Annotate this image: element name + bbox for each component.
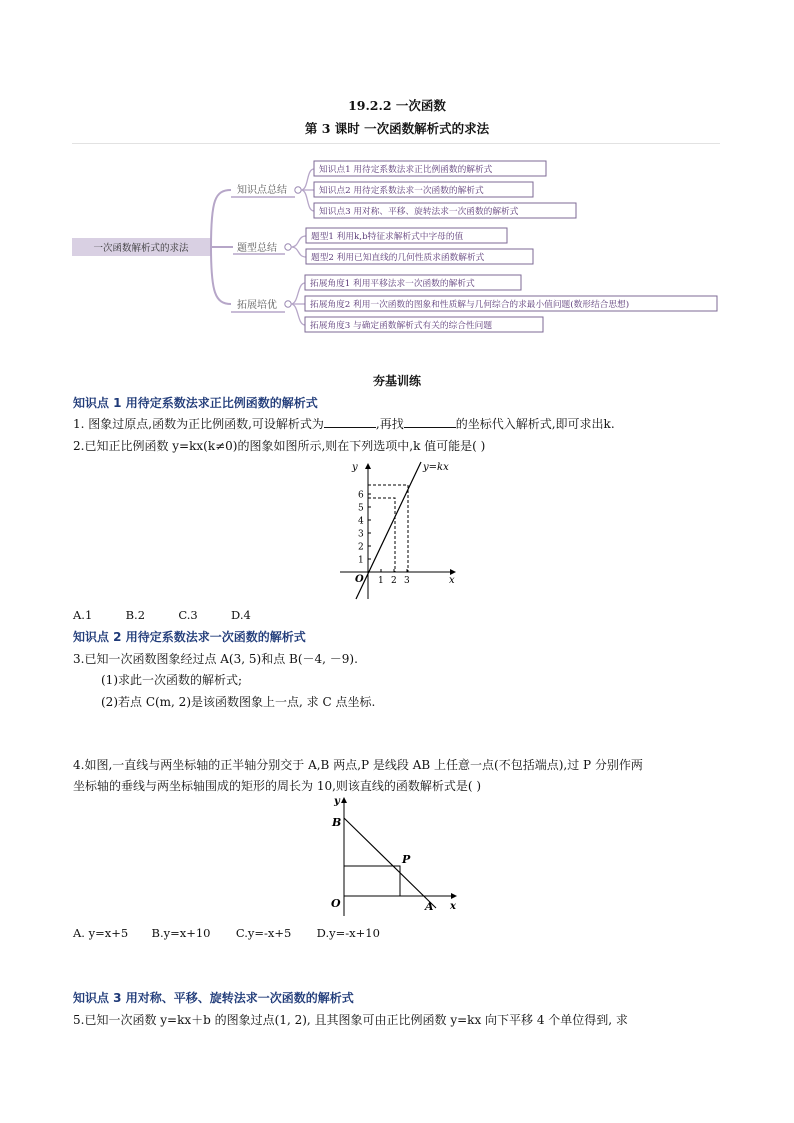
answer-blank[interactable]	[404, 416, 456, 428]
question-1	[73, 415, 615, 432]
mindmap-connector	[211, 190, 231, 247]
question-2-options	[73, 608, 251, 622]
question-text: 的坐标代入解析式,即可求出k.	[455, 417, 615, 431]
origin-label: O	[355, 574, 364, 585]
mindmap-connector	[291, 247, 306, 257]
option-a[interactable]: A.1	[73, 608, 93, 622]
page-subtitle: 第 3 课时 一次函数解析式的求法	[304, 121, 490, 136]
x-tick-label: 2	[391, 576, 397, 586]
mindmap-connector	[291, 283, 305, 304]
mindmap-connector	[291, 304, 305, 325]
option-b[interactable]: B.y=x+10	[151, 926, 211, 940]
option-b[interactable]: B.2	[125, 608, 146, 622]
section-title: 夯基训练	[372, 374, 421, 388]
knowledge-point-heading: 知识点 3 用对称、平移、旋转法求一次函数的解析式	[73, 991, 354, 1005]
question-3-part-2: (2)若点 C(m, 2)是该函数图象上一点, 求 C 点坐标.	[101, 695, 376, 709]
option-d[interactable]: D.4	[231, 608, 251, 622]
rectangle-line-graph	[322, 794, 462, 918]
line-ab	[344, 818, 436, 908]
mindmap-connector	[291, 236, 306, 247]
y-axis-label: y	[352, 462, 358, 473]
question-4-line-1: 4.如图,一直线与两坐标轴的正半轴分别交于 A,B 两点,P 是线段 AB 上任意一点(不包括端点),过 P 分别作两	[73, 758, 643, 772]
mindmap-leaf-label: 题型2 利用已知直线的几何性质求函数解析式	[311, 253, 485, 263]
mindmap-branch-label: 知识点总结	[237, 185, 287, 196]
mindmap-connector	[301, 169, 314, 190]
page-title: 19.2.2 一次函数	[348, 98, 446, 113]
mindmap-leaf-label: 知识点1 用待定系数法求正比例函数的解析式	[319, 165, 493, 175]
x-tick-label: 3	[404, 576, 410, 586]
proportional-function-graph	[330, 456, 470, 604]
question-3: 3.已知一次函数图象经过点 A(3, 5)和点 B(－4, －9).	[73, 652, 358, 666]
question-2: 2.已知正比例函数 y=kx(k≠0)的图象如图所示,则在下列选项中,k 值可能是( )	[73, 439, 486, 453]
y-axis-label: y	[334, 796, 340, 807]
y-tick-label: 2	[358, 542, 364, 553]
question-3-part-1: (1)求此一次函数的解析式;	[101, 673, 243, 687]
point-a-label: A	[425, 900, 434, 913]
mindmap-branch-label: 题型总结	[237, 243, 277, 254]
mindmap-node-dot	[285, 244, 291, 250]
question-5: 5.已知一次函数 y=kx＋b 的图象过点(1, 2), 且其图象可由正比例函数 y=kx 向下平移 4 个单位得到, 求	[73, 1013, 628, 1027]
mindmap-leaf-label: 知识点3 用对称、平移、旋转法求一次函数的解析式	[319, 207, 519, 217]
point-b-label: B	[332, 816, 342, 829]
question-4-options	[73, 926, 380, 940]
option-a[interactable]: A. y=x+5	[73, 926, 129, 940]
mindmap-leaf-label: 知识点2 用待定系数法求一次函数的解析式	[319, 186, 484, 196]
option-d[interactable]: D.y=-x+10	[316, 926, 380, 940]
question-4-line-2: 坐标轴的垂线与两坐标轴围成的矩形的周长为 10,则该直线的函数解析式是( )	[73, 779, 482, 793]
question-text: ,再找	[375, 417, 404, 431]
question-text: 1. 图象过原点,函数为正比例函数,可设解析式为	[73, 417, 324, 431]
origin-label: O	[331, 897, 341, 910]
x-tick-label: 1	[378, 576, 384, 586]
y-tick-label: 6	[358, 490, 364, 501]
option-c[interactable]: C.y=-x+5	[235, 926, 292, 940]
x-axis-label: x	[450, 901, 456, 912]
mindmap-leaf-label: 题型1 利用k,b特征求解析式中字母的值	[311, 232, 464, 242]
answer-blank[interactable]	[324, 416, 376, 428]
mind-map	[0, 0, 794, 345]
point-p-label: P	[402, 853, 411, 866]
mindmap-connector	[301, 190, 314, 211]
mindmap-root-label: 一次函数解析式的求法	[93, 243, 189, 254]
mindmap-leaf-label: 拓展角度2 利用一次函数的图象和性质解与几何综合的求最小值问题(数形结合思想)	[310, 300, 630, 310]
y-tick-label: 4	[358, 516, 364, 527]
x-axis-label: x	[449, 575, 455, 586]
mindmap-leaf-label: 拓展角度1 利用平移法求一次函数的解析式	[310, 279, 475, 289]
knowledge-point-heading: 知识点 2 用待定系数法求一次函数的解析式	[73, 630, 306, 644]
mindmap-connector	[211, 247, 231, 304]
mindmap-node-dot	[295, 187, 301, 193]
option-c[interactable]: C.3	[178, 608, 198, 622]
knowledge-point-heading: 知识点 1 用待定系数法求正比例函数的解析式	[73, 396, 318, 410]
mindmap-branch-label: 拓展培优	[237, 300, 277, 311]
y-tick-label: 1	[358, 555, 364, 566]
y-tick-label: 5	[358, 503, 364, 514]
perpendicular-rectangle	[344, 866, 400, 896]
mindmap-node-dot	[285, 301, 291, 307]
mindmap-leaf-label: 拓展角度3 与确定函数解析式有关的综合性问题	[310, 321, 493, 331]
line-label: y=kx	[423, 462, 449, 473]
dashed-guide	[368, 498, 395, 572]
line-y-kx	[356, 462, 421, 599]
y-tick-label: 3	[358, 529, 364, 540]
